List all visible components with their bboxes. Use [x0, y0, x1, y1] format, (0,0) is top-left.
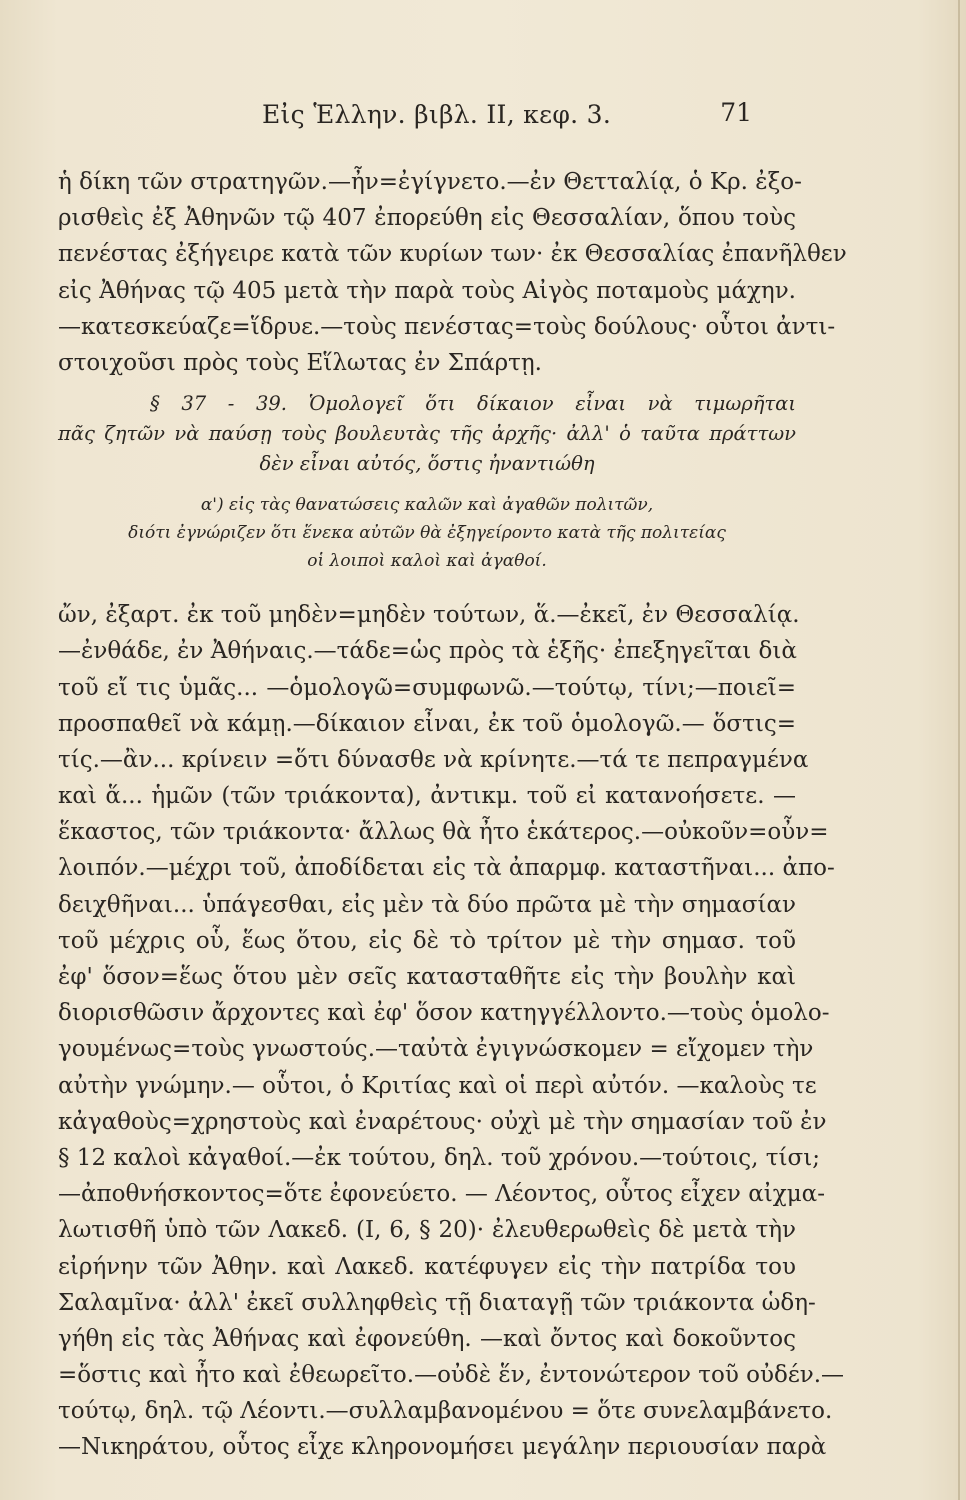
- text-line: § 12 καλοὶ κἀγαθοί.—ἐκ τούτου, δηλ. τοῦ χρόνου.—τούτοις, τίσι;: [58, 1144, 820, 1171]
- summary-subpoint: α') εἰς τὰς θανατώσεις καλῶν καὶ ἀγαθῶν πολιτῶν,: [200, 495, 654, 516]
- text-line: γήθη εἰς τὰς Ἀθήνας καὶ ἐφονεύθη. —καὶ ὄντος καὶ δοκοῦντος: [58, 1325, 796, 1352]
- text-line: ρισθεὶς ἐξ Ἀθηνῶν τῷ 407 ἐπορεύθη εἰς Θεσσαλίαν, ὅπου τοὺς: [58, 205, 796, 232]
- text-line: ἡ δίκη τῶν στρατηγῶν.—ἦν=ἐγίγνετο.—ἐν Θετταλίᾳ, ὁ Κρ. ἐξο-: [58, 169, 802, 195]
- text-line: τούτῳ, δηλ. τῷ Λέοντι.—συλλαμβανομένου = ὅτε συνελαμβάνετο.: [58, 1398, 833, 1425]
- summary-subpoint: οἱ λοιποὶ καλοὶ καὶ ἀγαθοί.: [307, 551, 547, 572]
- summary-line: πᾶς ζητῶν νὰ παύσῃ τοὺς βουλευτὰς τῆς ἀρχῆς· ἀλλ' ὁ ταῦτα πράττων: [58, 422, 796, 446]
- commentary-paragraph-1: [58, 164, 847, 381]
- text-line: λοιπόν.—μέχρι τοῦ, ἀποδίδεται εἰς τὰ ἀπαρμφ. καταστῆναι... ἀπο-: [58, 855, 835, 882]
- running-title: Εἰς Ἑλλην. βιβλ. II, κεφ. 3.: [262, 100, 612, 129]
- text-line: —Νικηράτου, οὗτος εἶχε κληρονομήσει μεγάλην περιουσίαν παρὰ: [58, 1434, 827, 1461]
- text-line: ὤν, ἐξαρτ. ἐκ τοῦ μηδὲν=μηδὲν τούτων, ἅ.—ἐκεῖ, ἐν Θεσσαλίᾳ.: [58, 602, 800, 629]
- text-line: καὶ ἅ... ἡμῶν (τῶν τριάκοντα), ἀντικμ. τοῦ εἰ κατανοήσετε. —: [58, 783, 796, 810]
- text-line: τοῦ εἴ τις ὑμᾶς... —ὁμολογῶ=συμφωνῶ.—τούτῳ, τίνι;—ποιεῖ=: [58, 674, 796, 701]
- text-line: ἕκαστος, τῶν τριάκοντα· ἄλλως θὰ ἦτο ἑκάτερος.—οὐκοῦν=οὖν=: [58, 819, 829, 846]
- summary-heading: § 37 - 39. Ὁμολογεῖ ὅτι δίκαιον εἶναι νὰ τιμωρῆται: [150, 392, 796, 416]
- text-line: εἰρήνην τῶν Ἀθην. καὶ Λακεδ. κατέφυγεν εἰς τὴν πατρίδα του: [58, 1253, 796, 1280]
- page-body: [58, 164, 847, 1466]
- commentary-paragraph-2: [58, 597, 845, 1466]
- text-line: διορισθῶσιν ἄρχοντες καὶ ἐφ' ὅσον κατηγγέλλοντο.—τοὺς ὁμολο-: [58, 1000, 830, 1027]
- text-line: εἰς Ἀθήνας τῷ 405 μετὰ τὴν παρὰ τοὺς Αἰγὸς ποταμοὺς μάχην.: [58, 277, 796, 304]
- text-line: προσπαθεῖ νὰ κάμῃ.—δίκαιον εἶναι, ἐκ τοῦ ὁμολογῶ.— ὅστις=: [58, 710, 796, 737]
- text-line: τοῦ μέχρις οὗ, ἕως ὅτου, εἰς δὲ τὸ τρίτον μὲ τὴν σημασ. τοῦ: [58, 927, 796, 954]
- text-line: —ἀποθνήσκοντος=ὅτε ἐφονεύετο. — Λέοντος, οὗτος εἶχεν αἰχμα-: [58, 1181, 825, 1208]
- text-line: —ἐνθάδε, ἐν Ἀθήναις.—τάδε=ὡς πρὸς τὰ ἑξῆς· ἐπεξηγεῖται διὰ: [58, 638, 797, 665]
- section-summary: [58, 389, 796, 575]
- text-line: πενέστας ἐξήγειρε κατὰ τῶν κυρίων των· ἐκ Θεσσαλίας ἐπανῆλθεν: [58, 241, 847, 268]
- text-line: Σαλαμῖνα· ἀλλ' ἐκεῖ συλληφθεὶς τῇ διαταγῇ τῶν τριάκοντα ὡδη-: [58, 1289, 816, 1316]
- text-line: λωτισθῆ ὑπὸ τῶν Λακεδ. (I, 6, § 20)· ἐλευθερωθεὶς δὲ μετὰ τὴν: [58, 1217, 796, 1244]
- page-header: [262, 100, 782, 140]
- summary-line: δὲν εἶναι αὐτός, ὅστις ἠναντιώθη: [259, 452, 595, 476]
- text-line: αὐτὴν γνώμην.— οὗτοι, ὁ Κριτίας καὶ οἱ περὶ αὐτόν. —καλοὺς τε: [58, 1072, 817, 1099]
- text-line: —κατεσκεύαζε=ἵδρυε.—τοὺς πενέστας=τοὺς δούλους· οὗτοι ἀντι-: [58, 313, 836, 340]
- text-line: ἐφ' ὅσον=ἕως ὅτου μὲν σεῖς κατασταθῆτε εἰς τὴν βουλὴν καὶ: [58, 964, 796, 990]
- text-line: τίς.—ἂν... κρίνειν =ὅτι δύνασθε νὰ κρίνητε.—τά τε πεπραγμένα: [58, 746, 809, 773]
- text-line: δειχθῆναι... ὑπάγεσθαι, εἰς μὲν τὰ δύο πρῶτα μὲ τὴν σημασίαν: [58, 891, 796, 918]
- text-line: γουμένως=τοὺς γνωστούς.—ταὐτὰ ἐγιγνώσκομεν = εἴχομεν τὴν: [58, 1036, 814, 1063]
- text-line: κἀγαθοὺς=χρηστοὺς καὶ ἐναρέτους· οὐχὶ μὲ τὴν σημασίαν τοῦ ἐν: [58, 1108, 827, 1135]
- page-number: 71: [720, 98, 752, 127]
- summary-subpoint: διότι ἐγνώριζεν ὅτι ἕνεκα αὐτῶν θὰ ἐξηγείροντο κατὰ τῆς πολιτείας: [128, 523, 726, 544]
- text-line: στοιχοῦσι πρὸς τοὺς Εἵλωτας ἐν Σπάρτῃ.: [58, 349, 542, 376]
- text-line: =ὅστις καὶ ἦτο καὶ ἐθεωρεῖτο.—οὐδὲ ἕν, ἐντονώτερον τοῦ οὐδέν.—: [58, 1362, 845, 1389]
- page-edge: [958, 0, 960, 1500]
